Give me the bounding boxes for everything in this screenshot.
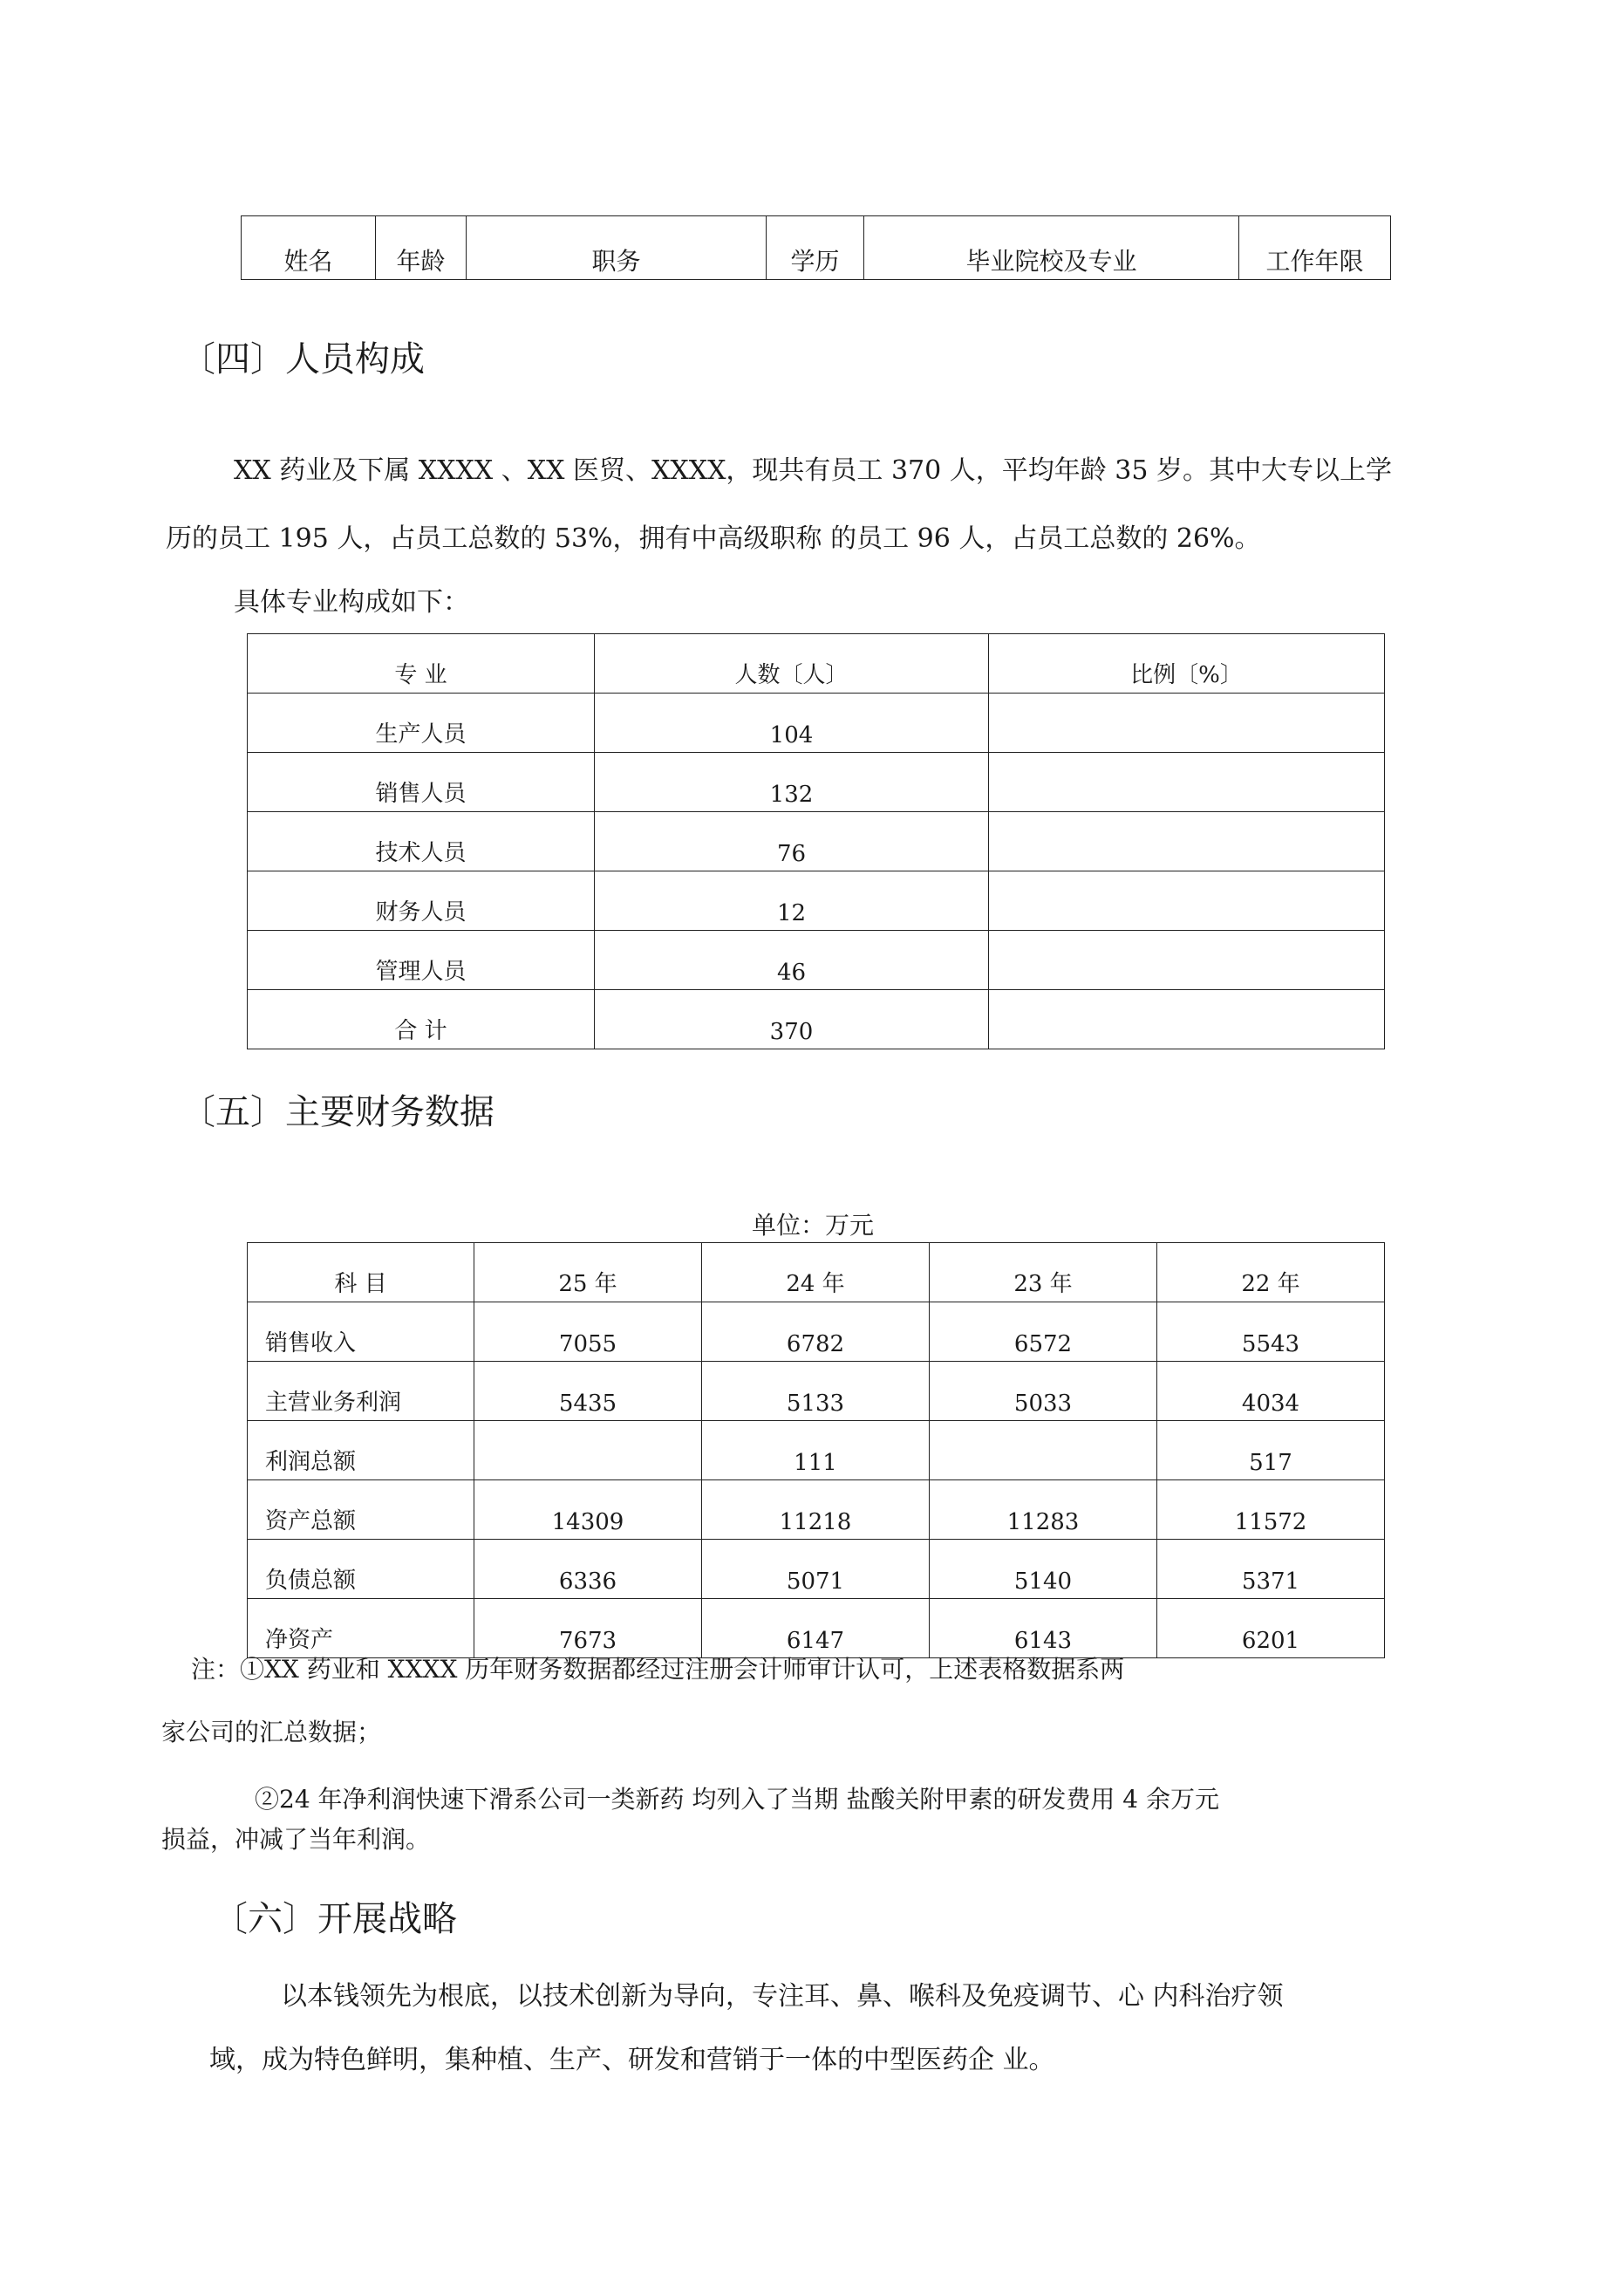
section-heading-strategy: 〔六〕开展战略 <box>213 1899 457 1939</box>
cell-value: 5140 <box>930 1540 1157 1599</box>
table-row <box>248 1599 1385 1658</box>
note-1-line-1: 注：①XX 药业和 XXXX 历年财务数据都经过注册会计师审计认可，上述表格数据系两 <box>191 1655 1125 1684</box>
cell-value: 7055 <box>474 1302 702 1362</box>
table-row <box>248 753 1385 812</box>
header-cell: 比例〔%〕 <box>989 634 1385 694</box>
cell-value: 11218 <box>702 1480 930 1540</box>
strategy-paragraph-line-2: 域，成为特色鲜明，集种植、生产、研发和营销于一体的中型医药企 业。 <box>209 2045 1055 2075</box>
table-row <box>248 812 1385 871</box>
cell-subject: 净资产 <box>248 1599 474 1658</box>
cell-count: 132 <box>595 753 989 812</box>
cell-value: 14309 <box>474 1480 702 1540</box>
table-row <box>242 216 1391 280</box>
header-cell: 25 年 <box>474 1243 702 1302</box>
cell-category: 销售人员 <box>248 753 595 812</box>
table-row <box>248 1302 1385 1362</box>
table-row <box>248 1362 1385 1421</box>
cell-ratio <box>989 931 1385 990</box>
table-row <box>248 1480 1385 1540</box>
header-cell-years: 工作年限 <box>1239 216 1391 280</box>
table-row <box>248 871 1385 931</box>
cell-value: 11572 <box>1157 1480 1385 1540</box>
section-heading-staff: 〔四〕人员构成 <box>181 339 425 379</box>
cell-value: 5371 <box>1157 1540 1385 1599</box>
header-cell-position: 职务 <box>467 216 767 280</box>
cell-category: 管理人员 <box>248 931 595 990</box>
header-cell-age: 年龄 <box>376 216 467 280</box>
cell-value: 6572 <box>930 1302 1157 1362</box>
cell-value: 5071 <box>702 1540 930 1599</box>
cell-ratio <box>989 871 1385 931</box>
cell-count: 12 <box>595 871 989 931</box>
cell-value <box>474 1421 702 1480</box>
note-1-line-2: 家公司的汇总数据； <box>161 1718 382 1746</box>
cell-value: 6336 <box>474 1540 702 1599</box>
header-cell: 专 业 <box>248 634 595 694</box>
cell-category: 技术人员 <box>248 812 595 871</box>
table-row <box>248 694 1385 753</box>
cell-count: 104 <box>595 694 989 753</box>
cell-subject: 资产总额 <box>248 1480 474 1540</box>
header-cell: 23 年 <box>930 1243 1157 1302</box>
header-cell-school-major: 毕业院校及专业 <box>864 216 1239 280</box>
cell-category: 生产人员 <box>248 694 595 753</box>
strategy-paragraph-line-1: 以本钱领先为根底，以技术创新为导向，专注耳、鼻、喉科及免疫调节、心 内科治疗领 <box>281 1981 1284 2012</box>
section-heading-finance: 〔五〕主要财务数据 <box>181 1092 494 1132</box>
staff-paragraph-line-2: 历的员工 195 人，占员工总数的 53%，拥有中高级职称 的员工 96 人，占员工总数的 26%。 <box>166 523 1261 554</box>
cell-value: 11283 <box>930 1480 1157 1540</box>
cell-value: 5543 <box>1157 1302 1385 1362</box>
header-cell: 人数〔人〕 <box>595 634 989 694</box>
note-2-line-2: 损益，冲减了当年利润。 <box>161 1825 431 1854</box>
cell-ratio <box>989 812 1385 871</box>
cell-value: 111 <box>702 1421 930 1480</box>
cell-value: 6143 <box>930 1599 1157 1658</box>
personnel-header-table <box>241 215 1391 280</box>
cell-value <box>930 1421 1157 1480</box>
staff-table-intro: 具体专业构成如下： <box>234 587 469 618</box>
cell-ratio <box>989 990 1385 1049</box>
cell-value: 5133 <box>702 1362 930 1421</box>
table-row <box>248 931 1385 990</box>
cell-ratio <box>989 753 1385 812</box>
cell-category: 合 计 <box>248 990 595 1049</box>
table-row <box>248 1421 1385 1480</box>
cell-value: 5033 <box>930 1362 1157 1421</box>
cell-ratio <box>989 694 1385 753</box>
header-cell: 科 目 <box>248 1243 474 1302</box>
financial-data-table <box>247 1242 1385 1658</box>
cell-value: 6201 <box>1157 1599 1385 1658</box>
table-row <box>248 1540 1385 1599</box>
header-cell-name: 姓名 <box>242 216 376 280</box>
cell-subject: 主营业务利润 <box>248 1362 474 1421</box>
staff-paragraph-line-1: XX 药业及下属 XXXX 、XX 医贸、XXXX，现共有员工 370 人，平均年龄 35 岁。其中大专以上学 <box>234 455 1393 486</box>
cell-value: 6147 <box>702 1599 930 1658</box>
header-cell: 22 年 <box>1157 1243 1385 1302</box>
header-cell-education: 学历 <box>767 216 864 280</box>
cell-subject: 利润总额 <box>248 1421 474 1480</box>
table-header-row <box>248 1243 1385 1302</box>
unit-label: 单位：万元 <box>752 1211 875 1240</box>
cell-value: 517 <box>1157 1421 1385 1480</box>
cell-subject: 销售收入 <box>248 1302 474 1362</box>
cell-value: 7673 <box>474 1599 702 1658</box>
cell-value: 4034 <box>1157 1362 1385 1421</box>
note-2-line-1: ②24 年净利润快速下滑系公司一类新药 均列入了当期 盐酸关附甲素的研发费用 4 余万元 <box>255 1785 1219 1814</box>
header-cell: 24 年 <box>702 1243 930 1302</box>
cell-count: 46 <box>595 931 989 990</box>
staff-composition-table <box>247 633 1385 1049</box>
table-total-row <box>248 990 1385 1049</box>
cell-subject: 负债总额 <box>248 1540 474 1599</box>
cell-count: 370 <box>595 990 989 1049</box>
cell-category: 财务人员 <box>248 871 595 931</box>
cell-value: 5435 <box>474 1362 702 1421</box>
cell-count: 76 <box>595 812 989 871</box>
table-header-row <box>248 634 1385 694</box>
cell-value: 6782 <box>702 1302 930 1362</box>
